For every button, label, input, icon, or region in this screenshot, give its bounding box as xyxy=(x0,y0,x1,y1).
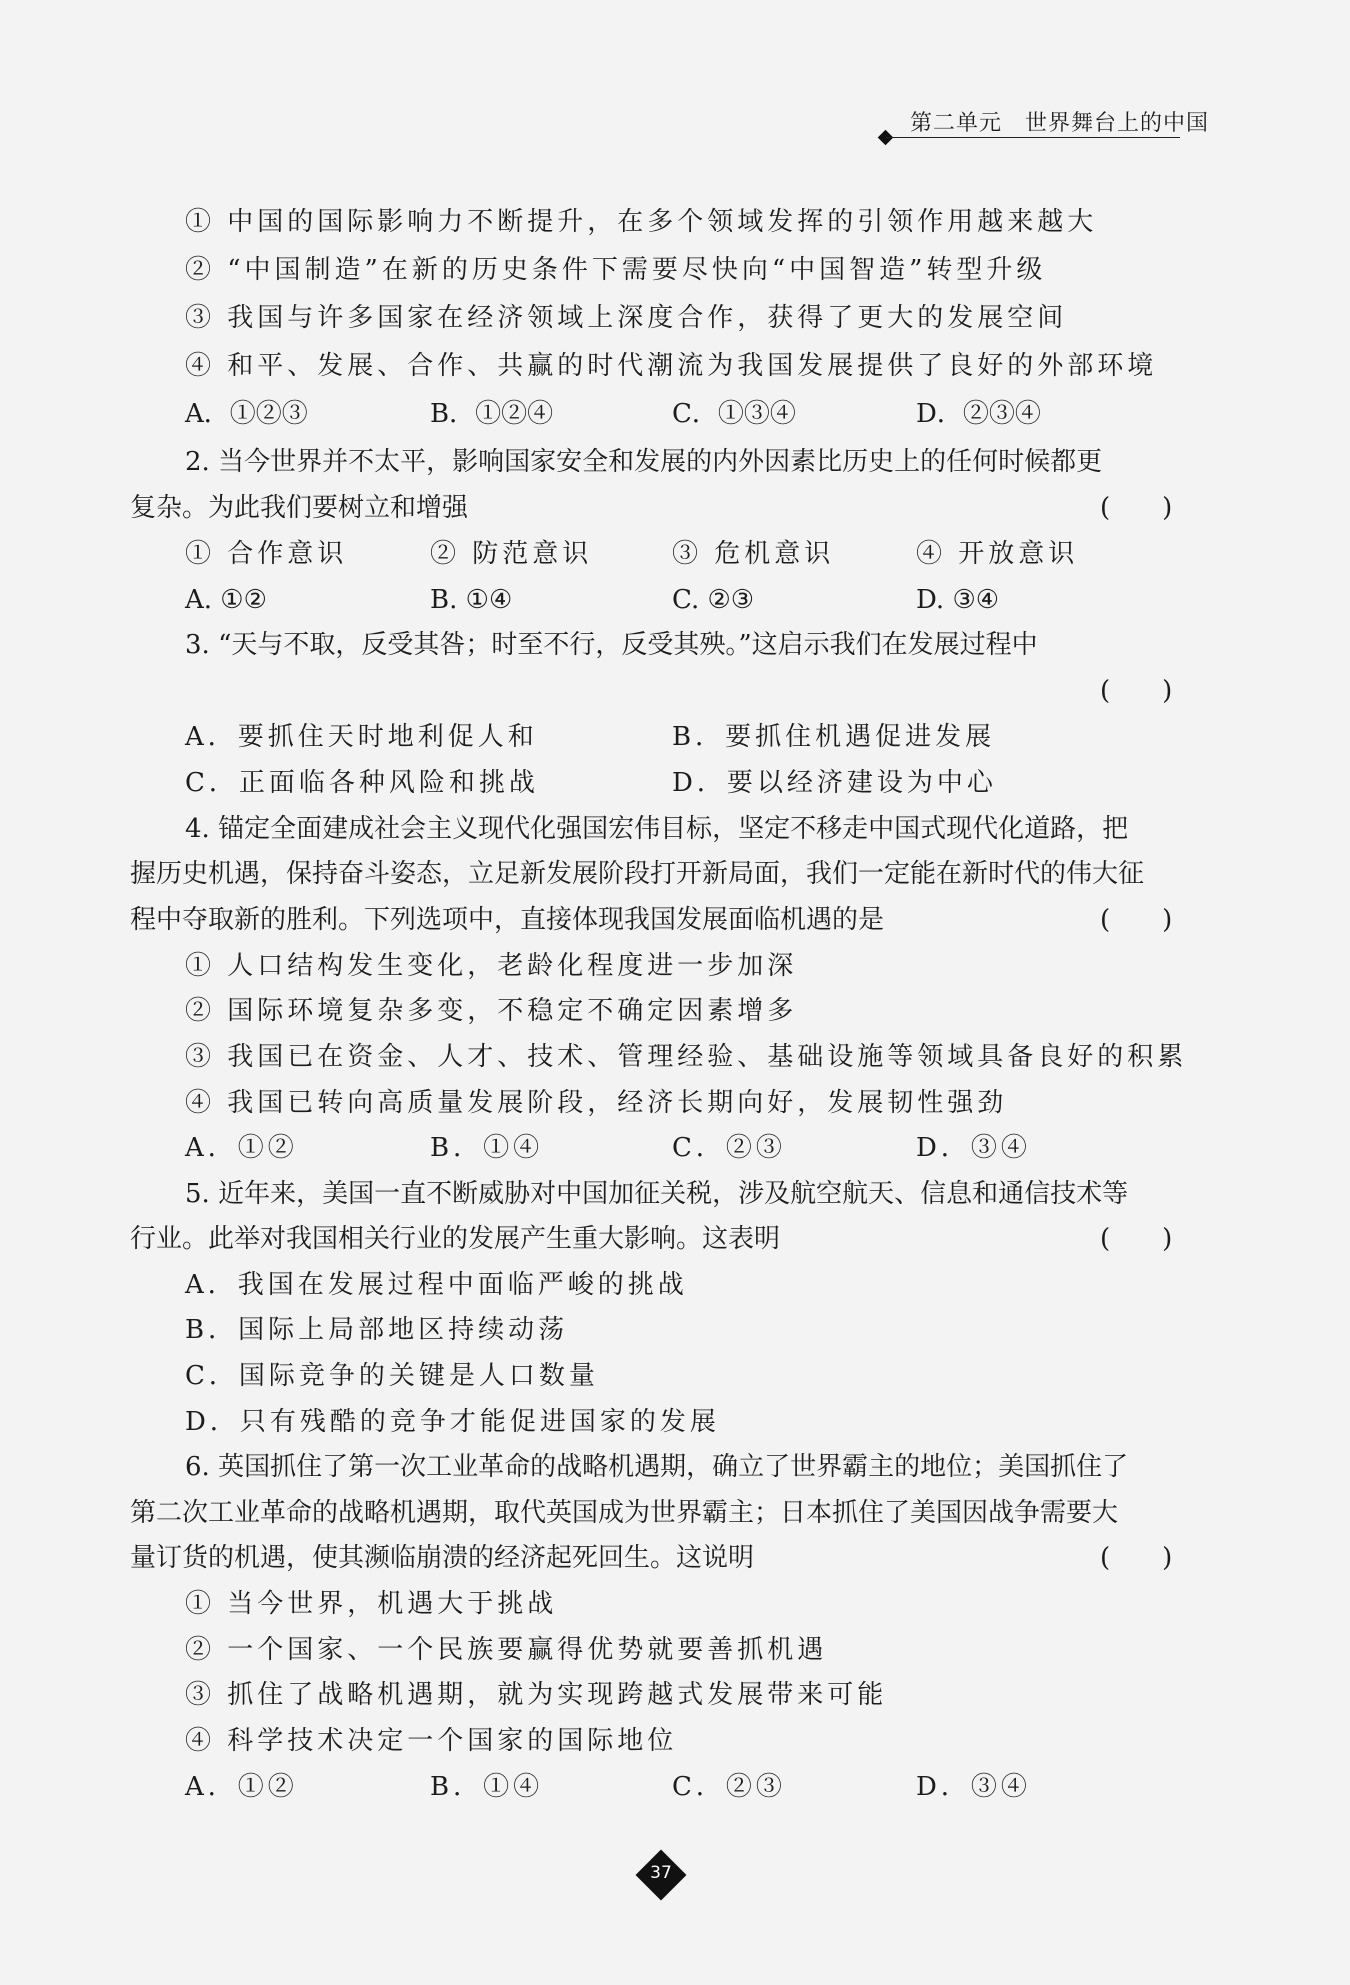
q4-stem-line-2: 握历史机遇，保持奋斗姿态，立足新发展阶段打开新局面，我们一定能在新时代的伟大征 xyxy=(130,859,1145,889)
q3-choice-a[interactable]: A．要抓住天时地利促人和 xyxy=(185,722,538,752)
q4-choice-d[interactable]: D．③④ xyxy=(916,1133,1031,1163)
q1-choice-c[interactable]: C．①③④ xyxy=(672,399,796,429)
q6-stem-line-3: 量订货的机遇，使其濒临崩溃的经济起死回生。这说明 xyxy=(130,1543,755,1573)
q6-choice-c[interactable]: C．②③ xyxy=(672,1772,786,1802)
q3-choice-d[interactable]: D．要以经济建设为中心 xyxy=(672,768,997,798)
q2-answer-blank[interactable]: ( ) xyxy=(1100,493,1173,523)
q4-stem-line-3: 程中夺取新的胜利。下列选项中，直接体现我国发展面临机遇的是 xyxy=(130,905,885,935)
q1-choice-a[interactable]: A．①②③ xyxy=(185,399,308,429)
q2-stem-line-1: 2. 当今世界并不太平，影响国家安全和发展的内外因素比历史上的任何时候都更 xyxy=(185,447,1103,477)
q6-item-3: ③ 抓住了战略机遇期，就为实现跨越式发展带来可能 xyxy=(185,1680,888,1710)
q2-item-4: ④ 开放意识 xyxy=(916,539,1079,569)
q2-stem-line-2: 复杂。为此我们要树立和增强 xyxy=(130,493,469,523)
q2-choice-d[interactable]: D. ③④ xyxy=(916,585,1000,615)
q2-item-3: ③ 危机意识 xyxy=(672,539,835,569)
q1-item-2: ② “中国制造”在新的历史条件下需要尽快向“中国智造”转型升级 xyxy=(185,255,1047,285)
q4-answer-blank[interactable]: ( ) xyxy=(1100,905,1173,935)
running-header xyxy=(880,106,1210,146)
q1-choice-d[interactable]: D．②③④ xyxy=(916,399,1041,429)
q3-answer-blank[interactable]: ( ) xyxy=(1100,676,1173,706)
q4-stem-line-1: 4. 锚定全面建成社会主义现代化强国宏伟目标，坚定不移走中国式现代化道路，把 xyxy=(185,814,1129,844)
unit-title: 第二单元 世界舞台上的中国 xyxy=(910,111,1210,136)
q4-choice-b[interactable]: B．①④ xyxy=(430,1133,544,1163)
q6-stem-line-2: 第二次工业革命的战略机遇期，取代英国成为世界霸主；日本抓住了美国因战争需要大 xyxy=(130,1498,1119,1528)
q3-choice-c[interactable]: C．正面临各种风险和挑战 xyxy=(185,768,539,798)
q5-stem-line-1: 5. 近年来，美国一直不断威胁对中国加征关税，涉及航空航天、信息和通信技术等 xyxy=(185,1179,1129,1209)
q2-item-1: ① 合作意识 xyxy=(185,539,348,569)
q5-choice-a[interactable]: A．我国在发展过程中面临严峻的挑战 xyxy=(185,1270,688,1300)
q4-item-2: ② 国际环境复杂多变，不稳定不确定因素增多 xyxy=(185,996,798,1026)
q5-choice-b[interactable]: B．国际上局部地区持续动荡 xyxy=(185,1315,569,1345)
q5-stem-line-2: 行业。此举对我国相关行业的发展产生重大影响。这表明 xyxy=(130,1224,781,1254)
q3-choice-b[interactable]: B．要抓住机遇促进发展 xyxy=(672,722,996,752)
q4-item-4: ④ 我国已转向高质量发展阶段，经济长期向好，发展韧性强劲 xyxy=(185,1088,1008,1118)
q6-item-4: ④ 科学技术决定一个国家的国际地位 xyxy=(185,1726,678,1756)
q4-choice-a[interactable]: A．①② xyxy=(185,1133,298,1163)
q1-item-4: ④ 和平、发展、合作、共赢的时代潮流为我国发展提供了良好的外部环境 xyxy=(185,351,1158,381)
q4-item-3: ③ 我国已在资金、人才、技术、管理经验、基础设施等领域具备良好的积累 xyxy=(185,1042,1188,1072)
q6-choice-a[interactable]: A．①② xyxy=(185,1772,298,1802)
q6-stem-line-1: 6. 英国抓住了第一次工业革命的战略机遇期，确立了世界霸主的地位；美国抓住了 xyxy=(185,1452,1129,1482)
q4-choice-c[interactable]: C．②③ xyxy=(672,1133,786,1163)
q5-answer-blank[interactable]: ( ) xyxy=(1100,1224,1173,1254)
q6-answer-blank[interactable]: ( ) xyxy=(1100,1543,1173,1573)
q2-choice-a[interactable]: A. ①② xyxy=(185,585,267,615)
page-number: 37 xyxy=(650,1863,672,1883)
q4-item-1: ① 人口结构发生变化，老龄化程度进一步加深 xyxy=(185,951,798,981)
q5-choice-c[interactable]: C．国际竞争的关键是人口数量 xyxy=(185,1361,599,1391)
q6-item-2: ② 一个国家、一个民族要赢得优势就要善抓机遇 xyxy=(185,1635,828,1665)
header-rule xyxy=(886,137,1180,138)
q2-item-2: ② 防范意识 xyxy=(430,539,593,569)
q1-choice-b[interactable]: B．①②④ xyxy=(430,399,554,429)
q6-choice-d[interactable]: D．③④ xyxy=(916,1772,1031,1802)
q1-item-3: ③ 我国与许多国家在经济领域上深度合作，获得了更大的发展空间 xyxy=(185,303,1068,333)
q2-choice-b[interactable]: B. ①④ xyxy=(430,585,513,615)
q6-choice-b[interactable]: B．①④ xyxy=(430,1772,544,1802)
q2-choice-c[interactable]: C. ②③ xyxy=(672,585,755,615)
q3-stem-line-1: 3. “天与不取，反受其咎；时至不行，反受其殃。”这启示我们在发展过程中 xyxy=(185,630,1038,660)
page-number-badge xyxy=(638,1852,684,1898)
q1-item-1: ① 中国的国际影响力不断提升，在多个领域发挥的引领作用越来越大 xyxy=(185,207,1098,237)
q5-choice-d[interactable]: D．只有残酷的竞争才能促进国家的发展 xyxy=(185,1407,720,1437)
q6-item-1: ① 当今世界，机遇大于挑战 xyxy=(185,1589,558,1619)
